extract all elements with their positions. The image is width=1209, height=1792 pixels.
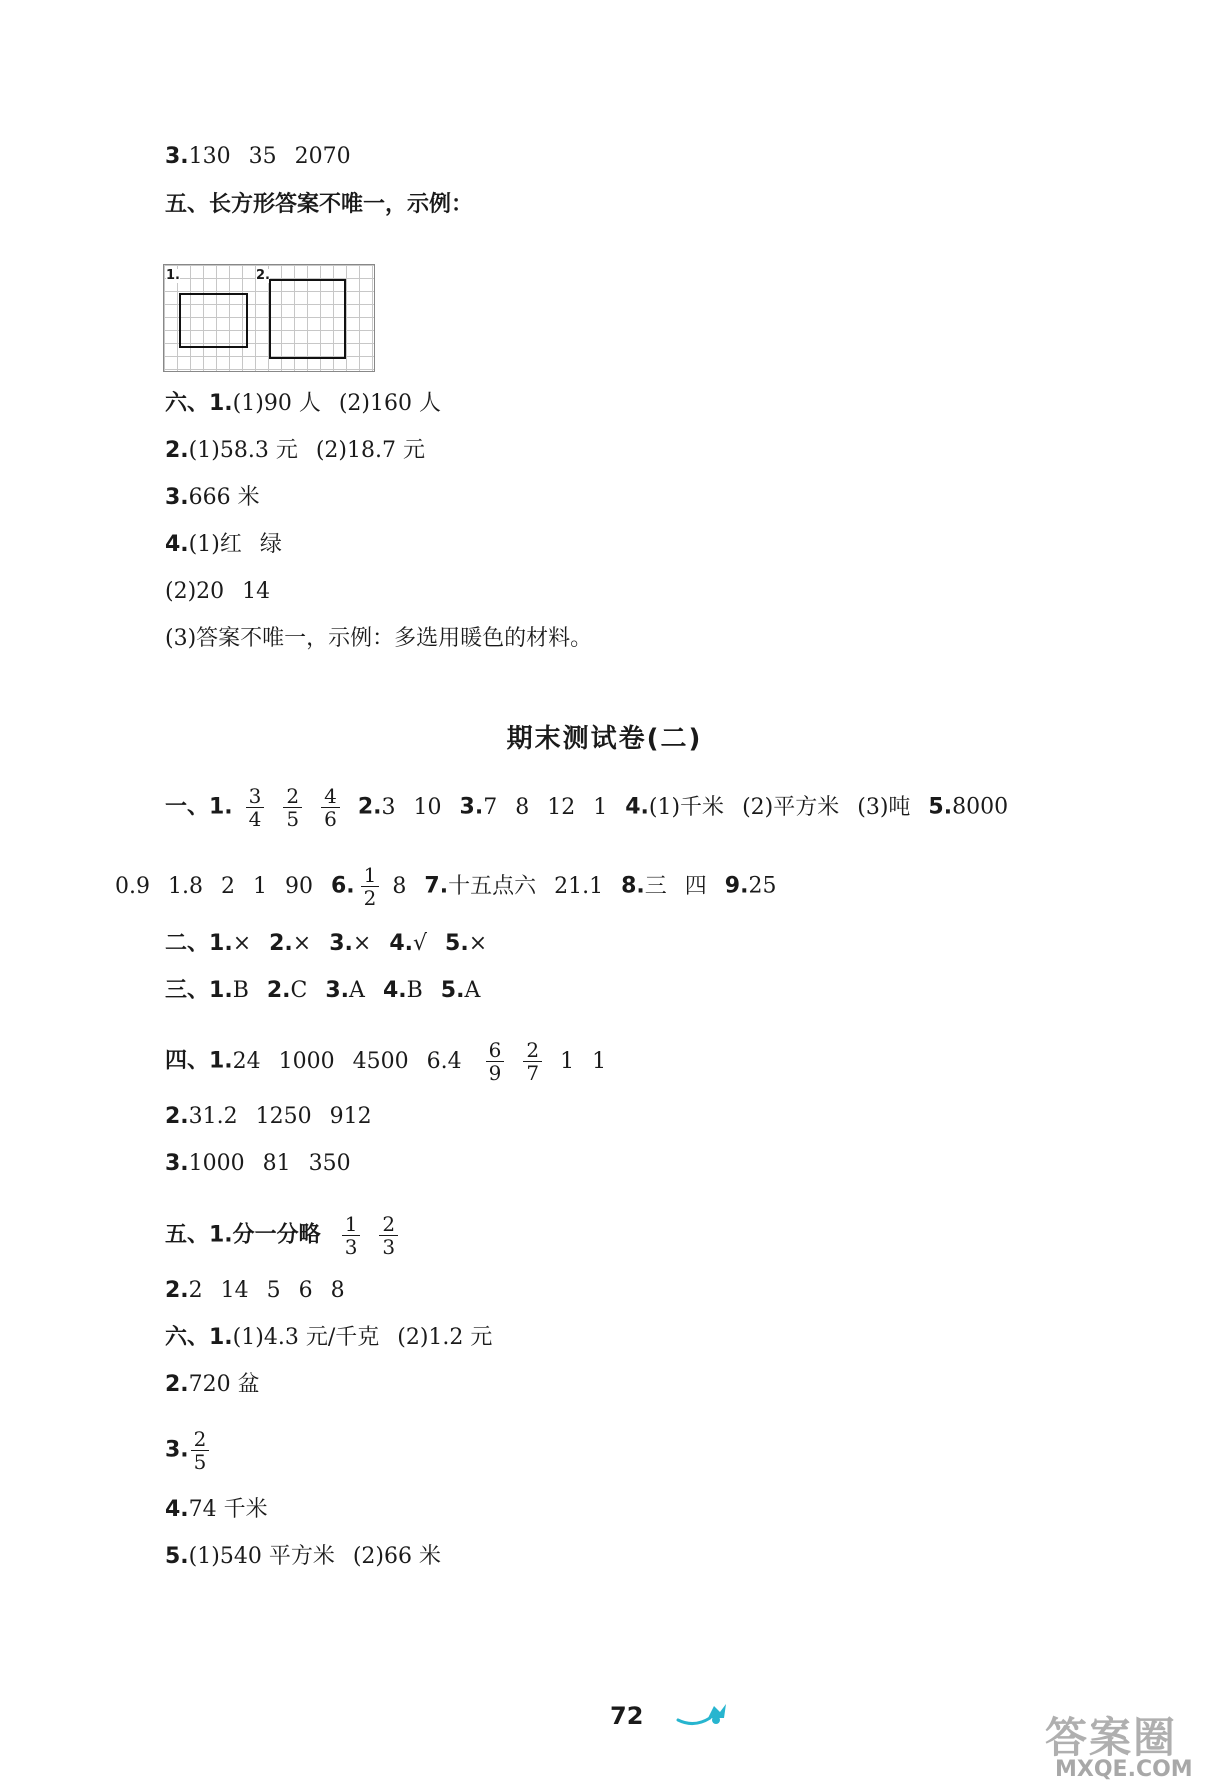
answer-line: 3.130 35 2070 xyxy=(165,144,351,169)
answer-line: (2)20 14 xyxy=(165,579,271,604)
answer-line: 五、1.分一分略 $\frac{1}{3}$ $\frac{2}{3}$ xyxy=(165,1213,404,1258)
watermark-url: MXQE.COM xyxy=(1055,1757,1193,1782)
answer-line: 0.9 1.8 2 1 90 6. $\frac{1}{2}$ 8 7.十五点六 21.1 8.三 四 9.25 xyxy=(115,863,777,910)
answer-line: 3.666 米 xyxy=(165,485,260,510)
fraction: $\frac{1}{2}$ xyxy=(361,864,380,909)
fraction: $\frac{2}{3}$ xyxy=(379,1213,398,1258)
rectangle-1 xyxy=(179,293,248,348)
answer-line: 四、1.24 1000 4500 6.4 $\frac{6}{9}$ $\frac{2}{7}$ 1 1 xyxy=(165,1038,607,1085)
watermark xyxy=(1045,1705,1209,1785)
answer-line: 二、1.× 2.× 3.× 4.√ 5.× xyxy=(165,931,488,956)
fraction: $\frac{2}{7}$ xyxy=(523,1039,542,1084)
section-heading: 五、长方形答案不唯一，示例： xyxy=(165,192,474,217)
answer-line: 一、1. $\frac{3}{4}$ $\frac{2}{5}$ $\frac{4}{6}$ 2.3 10 3.7 8 12 1 4.(1)千米 (2)平方米 (3)吨 5.8000 xyxy=(165,784,1009,831)
answer-line: 2.(1)58.3 元 (2)18.7 元 xyxy=(165,438,425,463)
answer-line: 4.74 千米 xyxy=(165,1497,268,1522)
fraction: $\frac{4}{6}$ xyxy=(321,785,340,830)
answer-line: 三、1.B 2.C 3.A 4.B 5.A xyxy=(165,978,481,1003)
rectangle-figure xyxy=(163,264,375,372)
answer-line: 5.(1)540 平方米 (2)66 米 xyxy=(165,1544,441,1569)
answer-line: 2.720 盆 xyxy=(165,1372,260,1397)
flower-swoosh-icon xyxy=(676,1698,732,1732)
figure-label: 2. xyxy=(256,268,270,283)
answer-line: 六、1.(1)90 人 (2)160 人 xyxy=(165,391,441,416)
answer-line: 4.(1)红 绿 xyxy=(165,532,282,557)
fraction: $\frac{3}{4}$ xyxy=(246,785,265,830)
fraction: $\frac{1}{3}$ xyxy=(342,1213,361,1258)
answer-line: 2.2 14 5 6 8 xyxy=(165,1278,345,1303)
fraction: $\frac{2}{5}$ xyxy=(283,785,302,830)
watermark-text: 答案圈 xyxy=(1045,1713,1178,1762)
answer-line: 2.31.2 1250 912 xyxy=(165,1104,372,1129)
answer-line: 3. $\frac{2}{5}$ xyxy=(165,1428,215,1473)
answer-line: (3)答案不唯一，示例：多选用暖色的材料。 xyxy=(165,626,593,651)
answer-line: 3.1000 81 350 xyxy=(165,1151,351,1176)
figure-label: 1. xyxy=(166,268,180,283)
page-number: 72 xyxy=(610,1702,644,1730)
page-title: 期末测试卷(二) xyxy=(506,724,703,754)
rectangle-2 xyxy=(269,279,346,359)
fraction: $\frac{2}{5}$ xyxy=(191,1428,210,1473)
fraction: $\frac{6}{9}$ xyxy=(486,1039,505,1084)
answer-line: 六、1.(1)4.3 元/千克 (2)1.2 元 xyxy=(165,1325,493,1350)
